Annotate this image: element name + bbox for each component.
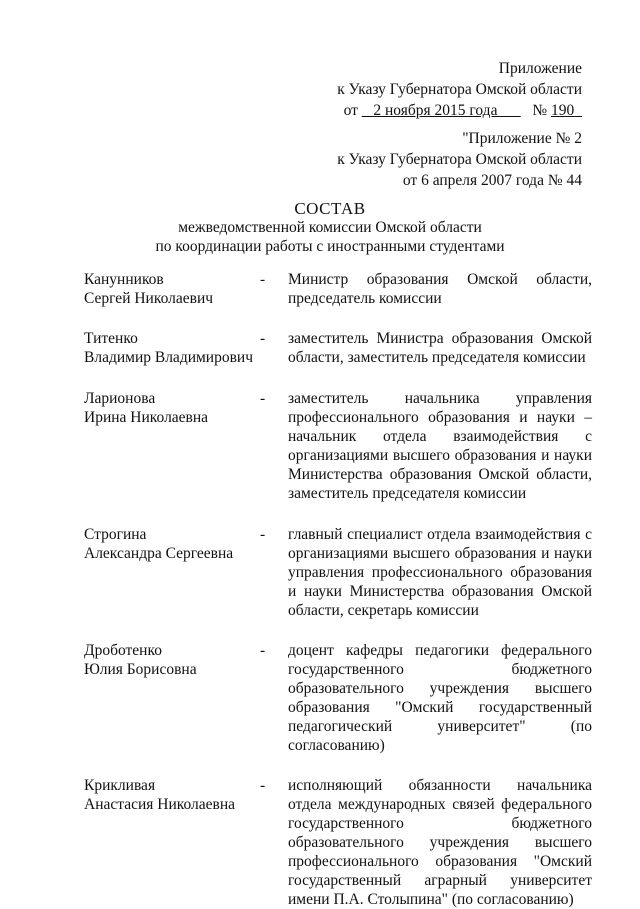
document-title bbox=[0, 199, 640, 256]
separator-dash: - bbox=[260, 777, 266, 794]
appendix-label: Приложение bbox=[498, 60, 582, 77]
member-role: заместитель начальника управления профессионального образования и науки – начальник отдела взаимодействия с организациями высшего образования и науки Министерства образования Омской области, заместитель председателя комиссии bbox=[288, 390, 592, 502]
decree-date-line bbox=[337, 100, 582, 121]
member-role: исполняющий обязанности начальника отдела международных связей федерального государственного бюджетного образовательного учреждения высшего профессионального образования "Омский государственный аграрный университет имени П.А. Столыпина" (по согласованию) bbox=[288, 777, 592, 908]
original-appendix-label: "Приложение № 2 bbox=[462, 130, 582, 147]
title-sub-1: межведомственной комиссии Омской области bbox=[178, 219, 482, 236]
title-sub-2: по координации работы с иностранными студентами bbox=[155, 238, 505, 255]
member-name: Ларионова Ирина Николаевна bbox=[84, 390, 209, 426]
separator-dash: - bbox=[260, 642, 266, 659]
member-row bbox=[84, 641, 592, 755]
original-decree-reference: к Указу Губернатора Омской области bbox=[337, 151, 582, 168]
member-name: Дроботенко Юлия Борисовна bbox=[84, 642, 197, 678]
separator-dash: - bbox=[260, 330, 266, 347]
member-name: Крикливая Анастасия Николаевна bbox=[84, 777, 236, 813]
title-main: СОСТАВ bbox=[294, 199, 366, 218]
member-role: Министр образования Омской области, председатель комиссии bbox=[288, 271, 592, 307]
separator-dash: - bbox=[260, 390, 266, 407]
member-row bbox=[84, 776, 592, 909]
separator-dash: - bbox=[260, 271, 266, 288]
member-role: доцент кафедры педагогики федерального государственного бюджетного образовательного учреждения высшего образования "Омский государственный педагогический университет" (по согласованию) bbox=[288, 642, 592, 754]
member-row bbox=[84, 270, 592, 308]
date-prefix: от bbox=[343, 102, 358, 119]
appendix-header bbox=[337, 58, 582, 121]
separator-dash: - bbox=[260, 526, 266, 543]
decree-date: 2 ноября 2015 года bbox=[373, 102, 498, 119]
number-label: № bbox=[532, 102, 548, 119]
decree-number: 190 bbox=[551, 102, 575, 119]
member-list bbox=[84, 270, 592, 909]
member-role: главный специалист отдела взаимодействия с организациями высшего образования и науки управления профессионального образования и науки Министерства образования Омской области, секретарь комиссии bbox=[288, 526, 592, 619]
member-role: заместитель Министра образования Омской области, заместитель председателя комиссии bbox=[288, 330, 592, 366]
member-name: Строгина Александра Сергеевна bbox=[84, 526, 234, 562]
decree-reference: к Указу Губернатора Омской области bbox=[337, 81, 582, 98]
member-name: Титенко Владимир Владимирович bbox=[84, 330, 254, 366]
member-name: Канунников Сергей Николаевич bbox=[84, 271, 214, 307]
member-row bbox=[84, 329, 592, 367]
original-decree-date: от 6 апреля 2007 года № 44 bbox=[402, 172, 582, 189]
member-row bbox=[84, 525, 592, 620]
member-row bbox=[84, 389, 592, 503]
original-appendix-header bbox=[337, 128, 582, 191]
